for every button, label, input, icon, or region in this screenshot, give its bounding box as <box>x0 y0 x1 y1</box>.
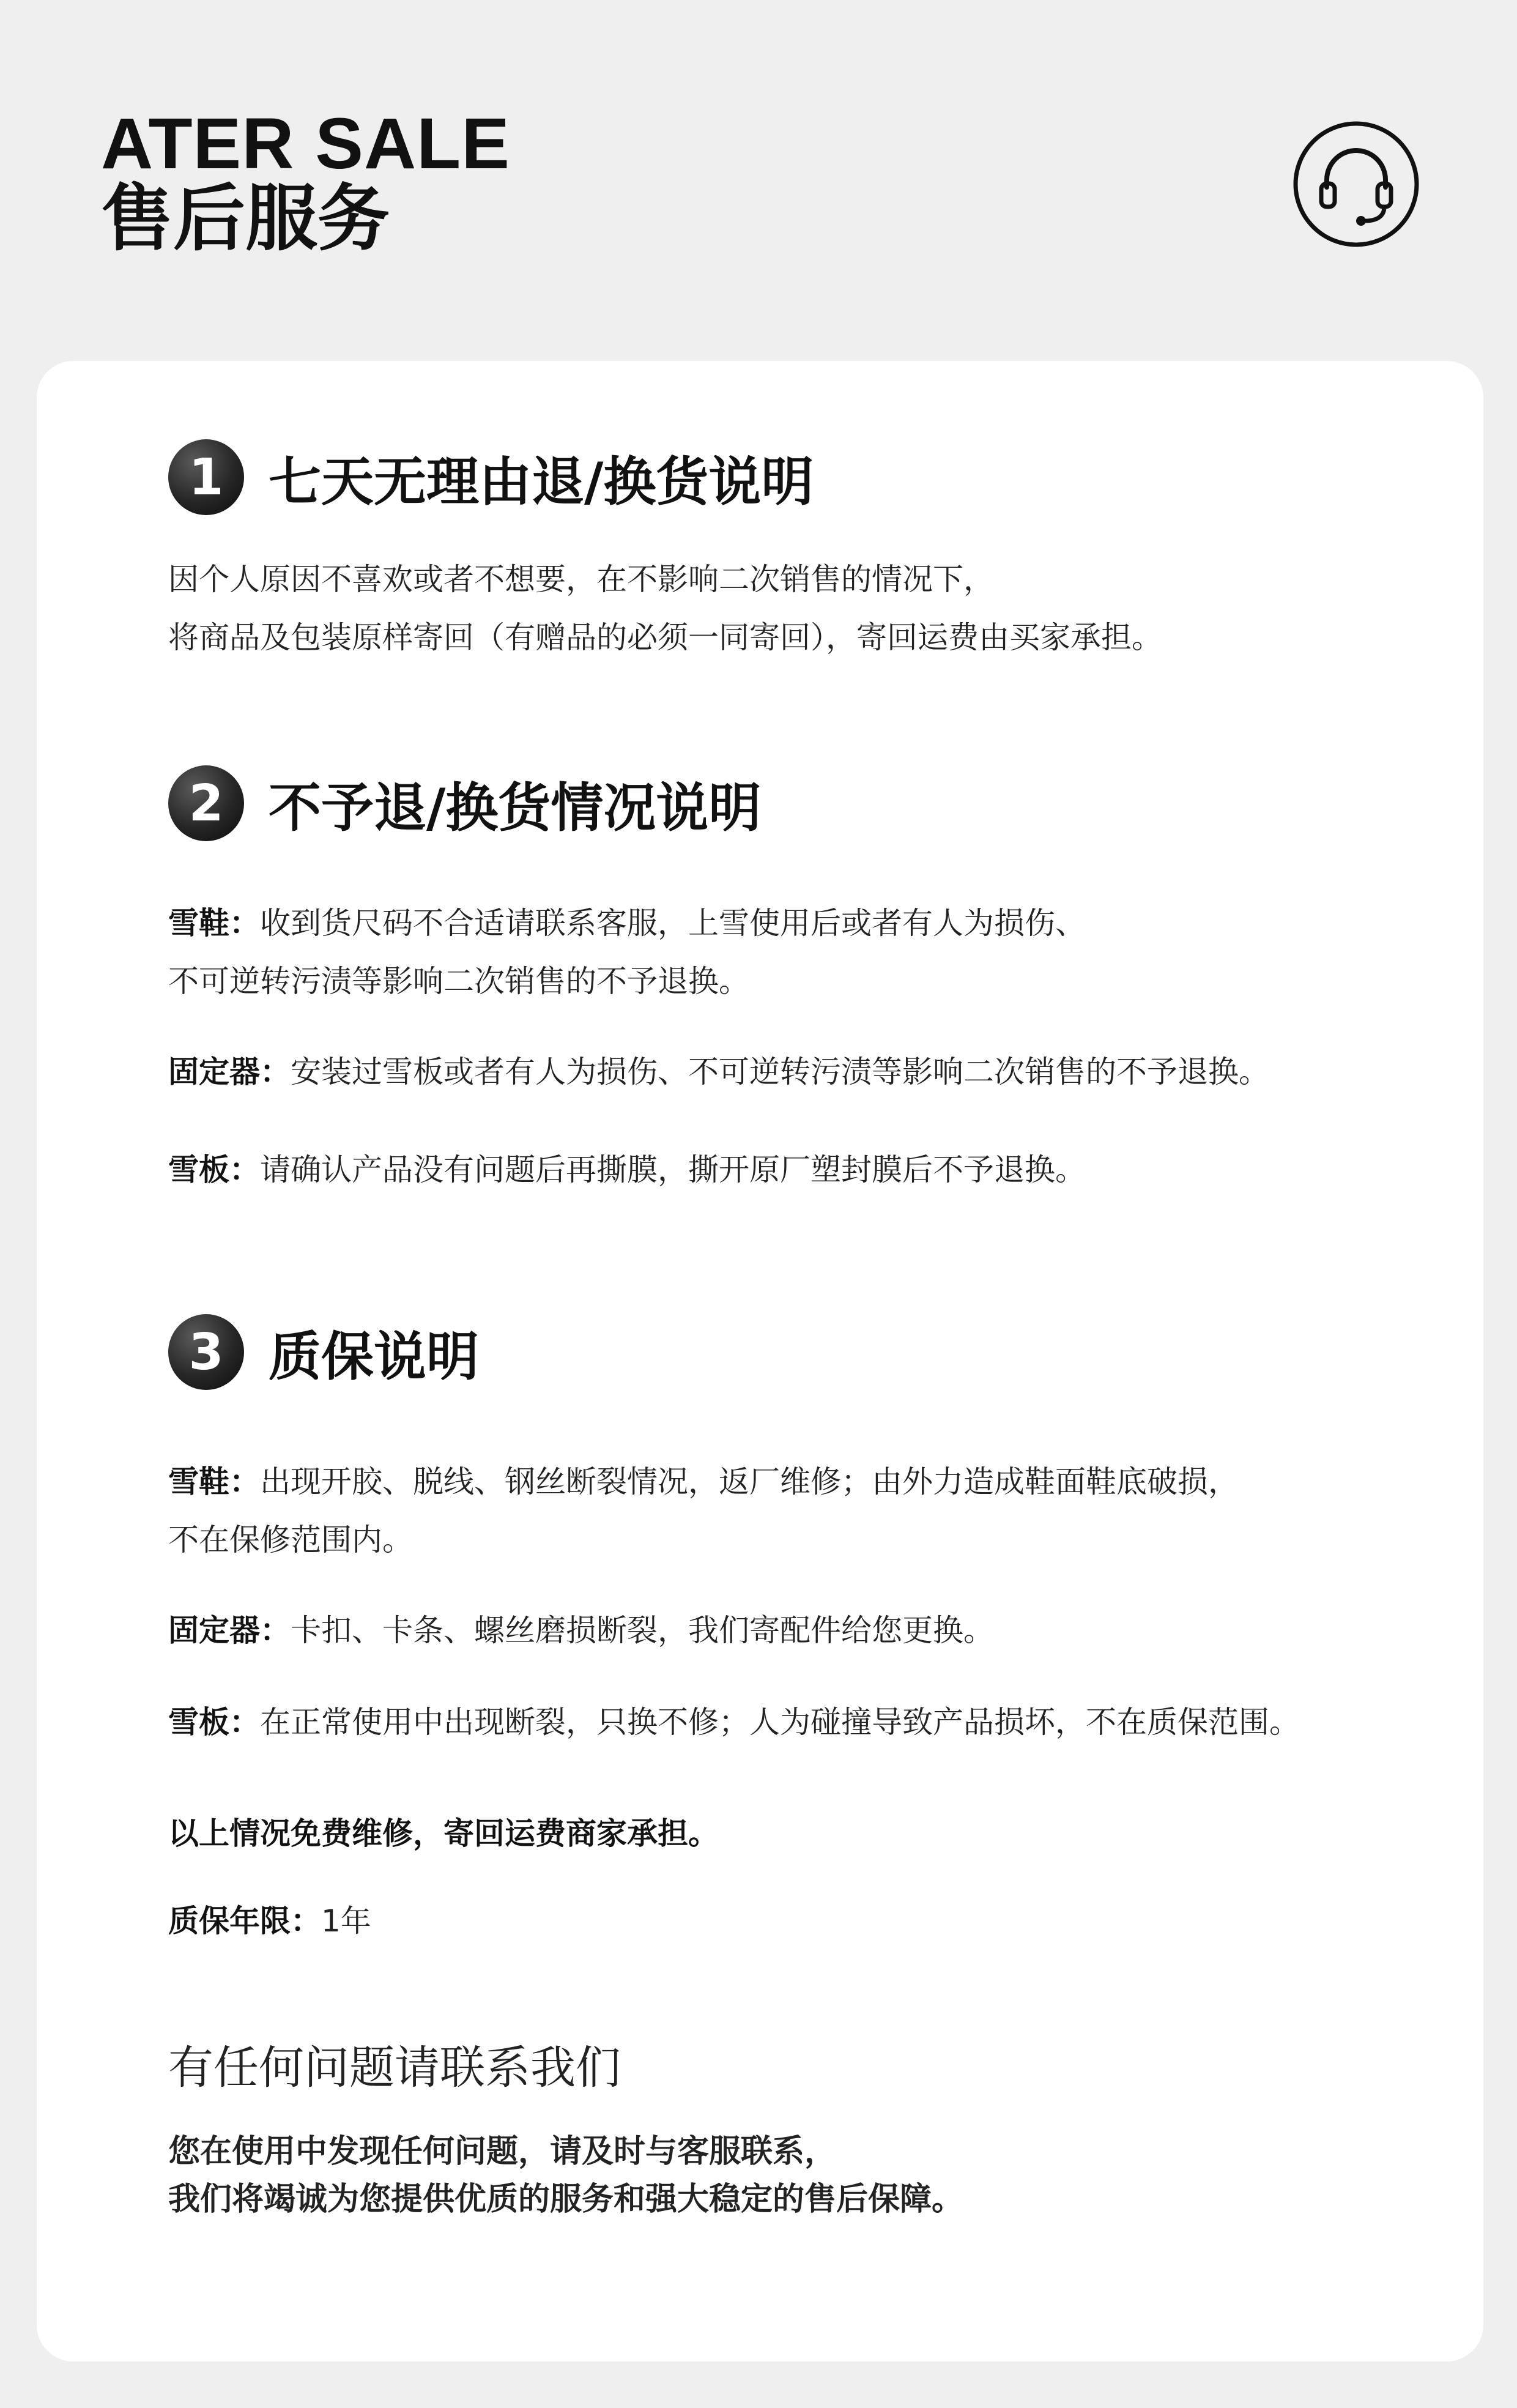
section-number-badge: 2 <box>168 765 244 841</box>
section-2-heading <box>168 764 761 843</box>
contact-line: 我们将竭诚为您提供优质的服务和强大稳定的售后保障。 <box>168 2181 964 2218</box>
section-2-item-bindings <box>168 1043 1269 1101</box>
section-3-heading <box>168 1312 479 1392</box>
item-text: 收到货尺码不合适请联系客服，上雪使用后或者有人为损伤、 <box>260 905 1086 941</box>
contact-title: 有任何问题请联系我们 <box>168 2042 621 2094</box>
body-line: 将商品及包装原样寄回（有赠品的必须一同寄回），寄回运费由买家承担。 <box>168 620 1162 655</box>
headset-icon <box>1292 120 1420 248</box>
item-text: 出现开胶、脱线、钢丝断裂情况，返厂维修；由外力造成鞋面鞋底破损， <box>260 1464 1239 1499</box>
item-text: 安装过雪板或者有人为损伤、不可逆转污渍等影响二次销售的不予退换。 <box>291 1054 1269 1090</box>
body-line: 因个人原因不喜欢或者不想要，在不影响二次销售的情况下， <box>168 562 994 597</box>
section-3-item-snow-boots <box>168 1453 1239 1569</box>
section-1-heading <box>168 437 814 517</box>
free-repair-note: 以上情况免费维修，寄回运费商家承担。 <box>168 1816 719 1851</box>
section-title: 质保说明 <box>269 1326 479 1388</box>
item-label: 雪板： <box>168 1704 260 1740</box>
warranty-period <box>168 1892 371 1950</box>
item-label: 固定器： <box>168 1054 291 1090</box>
item-label: 雪板： <box>168 1152 260 1187</box>
item-text: 不可逆转污渍等影响二次销售的不予退换。 <box>168 964 749 999</box>
section-3-item-bindings <box>168 1602 994 1660</box>
warranty-value: 1年 <box>321 1903 371 1939</box>
item-text: 不在保修范围内。 <box>168 1522 413 1558</box>
section-1-body <box>168 551 1162 667</box>
section-2-item-snow-boots <box>168 894 1086 1011</box>
section-number-badge: 1 <box>168 439 244 515</box>
section-number-badge: 3 <box>168 1314 244 1390</box>
item-label: 雪鞋： <box>168 905 260 941</box>
item-label: 雪鞋： <box>168 1464 260 1499</box>
contact-body <box>168 2128 963 2223</box>
warranty-label: 质保年限： <box>168 1903 321 1939</box>
section-2-item-snowboard <box>168 1141 1086 1199</box>
item-text: 在正常使用中出现断裂，只换不修；人为碰撞导致产品损坏，不在质保范围。 <box>260 1704 1300 1740</box>
section-title: 不予退/换货情况说明 <box>269 778 762 839</box>
section-title: 七天无理由退/换货说明 <box>269 452 814 513</box>
item-label: 固定器： <box>168 1613 291 1648</box>
page-title-zh: 售后服务 <box>101 176 390 261</box>
contact-line: 您在使用中发现任何问题，请及时与客服联系， <box>168 2133 837 2170</box>
item-text: 请确认产品没有问题后再撕膜，撕开原厂塑封膜后不予退换。 <box>260 1152 1086 1187</box>
section-3-item-snowboard <box>168 1693 1300 1752</box>
item-text: 卡扣、卡条、螺丝磨损断裂，我们寄配件给您更换。 <box>291 1613 994 1648</box>
page-title-en: ATER SALE <box>101 103 510 184</box>
